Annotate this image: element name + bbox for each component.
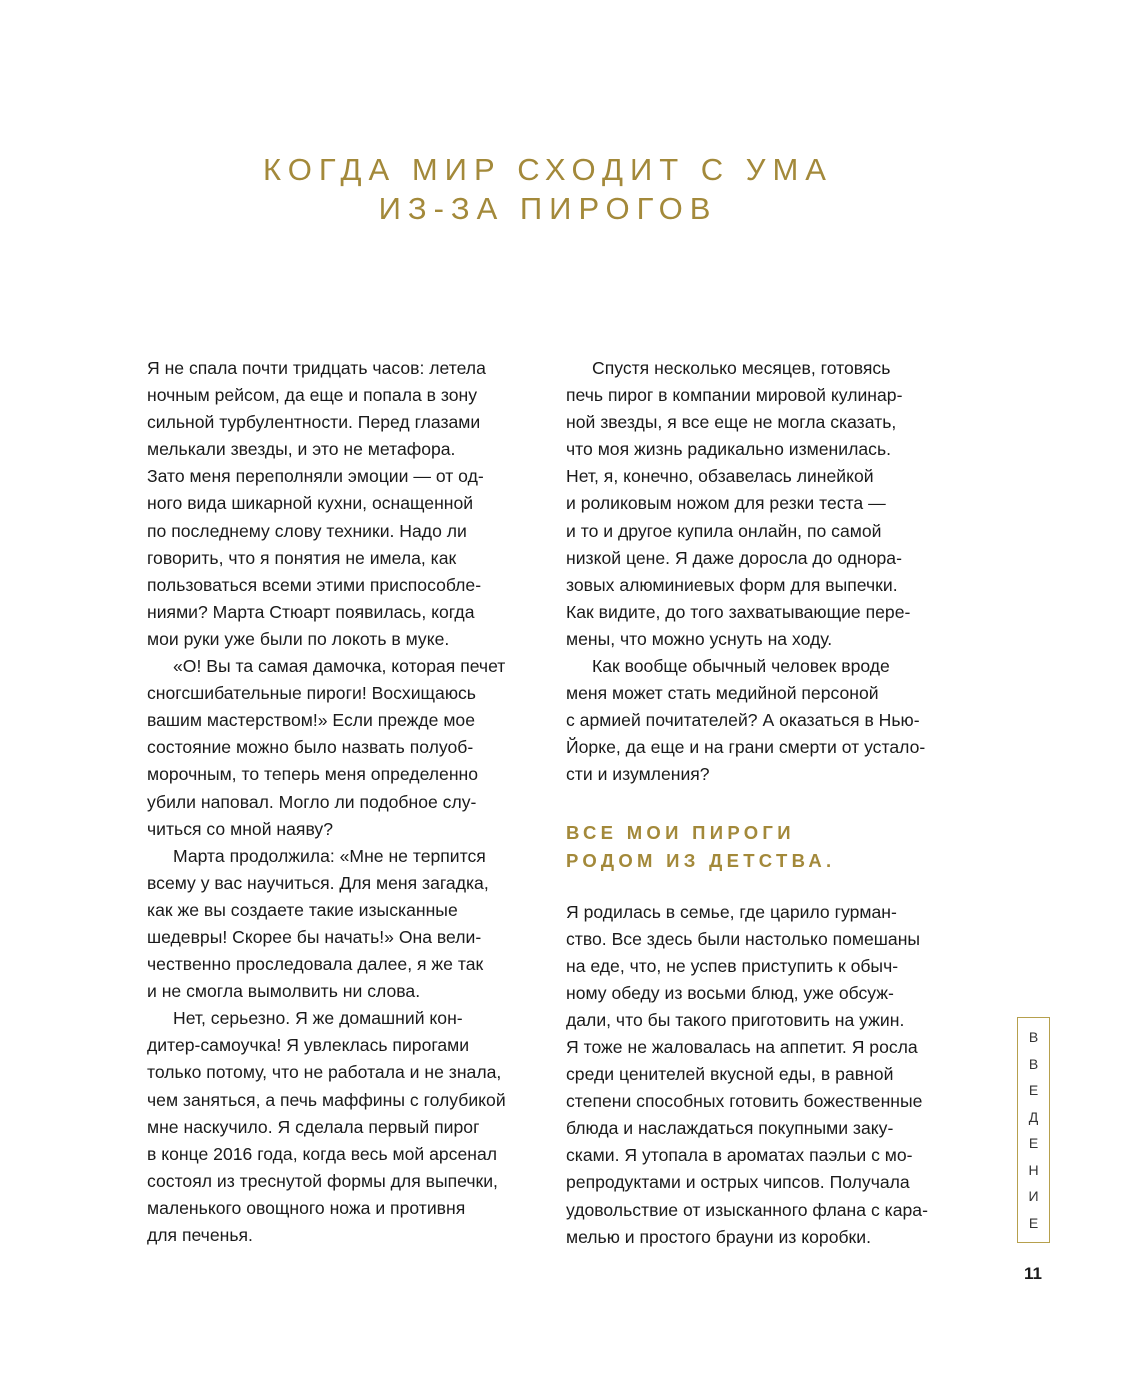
text-line: маленького овощного ножа и противня xyxy=(147,1197,466,1218)
text-line: мне наскучило. Я сделала первый пирог xyxy=(147,1116,480,1137)
text-line: сильной турбулентности. Перед глазами xyxy=(147,412,481,433)
text-line: всему у вас научиться. Для меня загадка, xyxy=(147,872,489,893)
text-line: пользоваться всеми этими приспособле- xyxy=(147,574,482,595)
text-line: в конце 2016 года, когда весь мой арсенал xyxy=(147,1143,498,1164)
text-line: убили наповал. Могло ли подобное слу- xyxy=(147,791,477,812)
text-line: ному обеду из восьми блюд, уже обсуж- xyxy=(566,982,894,1003)
section-subheading xyxy=(566,819,956,875)
text-line: Я родилась в семье, где царило гурман- xyxy=(566,901,897,922)
text-line: что моя жизнь радикально изменилась. xyxy=(566,439,892,460)
text-line: меня может стать медийной персоной xyxy=(566,683,879,704)
text-line: Нет, серьезно. Я же домашний кон- xyxy=(173,1008,463,1029)
text-line: как же вы создаете такие изысканные xyxy=(147,899,458,920)
text-line: мелькали звезды, и это не метафора. xyxy=(147,439,456,460)
text-line: Я тоже не жаловалась на аппетит. Я росла xyxy=(566,1036,918,1057)
text-line: сками. Я утопала в ароматах паэльи с мо- xyxy=(566,1145,913,1166)
text-line: состояние можно было назвать полуоб- xyxy=(147,737,474,758)
text-line: мои руки уже были по локоть в муке. xyxy=(147,628,450,649)
text-line: Нет, я, конечно, обзавелась линейкой xyxy=(566,466,874,487)
paragraph xyxy=(147,1005,537,1249)
text-line: говорить, что я понятия не имела, как xyxy=(147,547,457,568)
text-line: для печенья. xyxy=(147,1225,253,1245)
side-tab-letter: Е xyxy=(1028,1214,1039,1231)
text-line: Как вообще обычный человек вроде xyxy=(592,656,890,677)
text-line: мелью и простого брауни из коробки. xyxy=(566,1226,871,1247)
text-line: чем заняться, а печь маффины с голубикой xyxy=(147,1089,506,1110)
side-tab-letter: В xyxy=(1028,1055,1039,1072)
text-line: читься со мной наяву? xyxy=(147,818,333,839)
text-line: зовых алюминиевых форм для выпечки. xyxy=(566,574,898,595)
paragraph xyxy=(566,355,956,653)
text-line: «О! Вы та самая дамочка, которая печет xyxy=(173,656,506,677)
chapter-title-line-1: КОГДА МИР СХОДИТ С УМА xyxy=(263,152,833,187)
text-line: Спустя несколько месяцев, готовясь xyxy=(592,358,891,378)
text-line: сногсшибательные пироги! Восхищаюсь xyxy=(147,683,476,704)
text-line: ниями? Марта Стюарт появилась, когда xyxy=(147,601,475,622)
text-line: Я не спала почти тридцать часов: летела xyxy=(147,358,486,378)
text-line: ной звезды, я все еще не могла сказать, xyxy=(566,412,897,433)
text-line: степени способных готовить божественные xyxy=(566,1091,923,1112)
text-line: Йорке, да еще и на грани смерти от устало- xyxy=(566,737,926,758)
text-line: и не смогла вымолвить ни слова. xyxy=(147,981,421,1002)
text-line: блюда и наслаждаться покупными заку- xyxy=(566,1118,894,1139)
section-side-tab xyxy=(1017,1017,1050,1243)
text-line: чественно проследовала далее, я же так xyxy=(147,954,484,975)
side-tab-letter: Е xyxy=(1028,1135,1039,1152)
text-line: состоял из треснутой формы для выпечки, xyxy=(147,1170,498,1191)
text-line: репродуктами и острых чипсов. Получала xyxy=(566,1172,910,1193)
text-line: печь пирог в компании мировой кулинар- xyxy=(566,385,903,406)
text-line: на еде, что, не успев приступить к обыч- xyxy=(566,955,899,976)
text-line: ство. Все здесь были настолько помешаны xyxy=(566,928,921,949)
paragraph xyxy=(566,899,956,1251)
paragraph xyxy=(147,355,537,653)
text-line: только потому, что не работала и не знала, xyxy=(147,1062,502,1083)
paragraph xyxy=(566,653,956,788)
text-line: ночным рейсом, да еще и попала в зону xyxy=(147,385,478,406)
right-text-column xyxy=(566,355,956,1251)
text-line: ного вида шикарной кухни, оснащенной xyxy=(147,493,474,514)
text-line: по последнему слову техники. Надо ли xyxy=(147,520,467,541)
paragraph xyxy=(147,653,537,843)
text-line: Как видите, до того захватывающие пере- xyxy=(566,601,911,622)
text-line: мены, что можно уснуть на ходу. xyxy=(566,628,833,649)
text-line: сти и изумления? xyxy=(566,764,710,785)
side-tab-letter: В xyxy=(1028,1029,1039,1046)
text-line: среди ценителей вкусной еды, в равной xyxy=(566,1064,894,1085)
side-tab-letter: Е xyxy=(1028,1082,1039,1099)
text-line: и роликовым ножом для резки теста — xyxy=(566,493,886,514)
text-line: дитер-самоучка! Я увлеклась пирогами xyxy=(147,1035,470,1056)
chapter-title-line-2: ИЗ-ЗА ПИРОГОВ xyxy=(378,191,718,226)
text-line: шедевры! Скорее бы начать!» Она вели- xyxy=(147,926,482,947)
chapter-title xyxy=(0,150,1096,228)
text-line: дали, что бы такого приготовить на ужин. xyxy=(566,1009,905,1030)
side-tab-letter: И xyxy=(1028,1188,1039,1205)
paragraph xyxy=(147,843,537,1006)
page-number: 11 xyxy=(1024,1264,1042,1283)
text-line: и то и другое купила онлайн, по самой xyxy=(566,520,882,541)
text-line: низкой цене. Я даже доросла до однора- xyxy=(566,547,902,568)
text-line: Марта продолжила: «Мне не терпится xyxy=(173,845,486,866)
text-line: вашим мастерством!» Если прежде мое xyxy=(147,710,476,731)
text-line: морочным, то теперь меня определенно xyxy=(147,764,479,785)
text-line: Зато меня переполняли эмоции — от од- xyxy=(147,466,484,487)
text-line: удовольствие от изысканного флана с кара- xyxy=(566,1199,928,1220)
subheading-line-1: ВСЕ МОИ ПИРОГИ xyxy=(566,821,795,843)
side-tab-letter: Н xyxy=(1028,1161,1039,1178)
subheading-line-2: РОДОМ ИЗ ДЕТСТВА. xyxy=(566,849,836,871)
left-text-column xyxy=(147,355,537,1249)
text-line: с армией почитателей? А оказаться в Нью- xyxy=(566,710,920,731)
side-tab-letter: Д xyxy=(1028,1108,1039,1125)
